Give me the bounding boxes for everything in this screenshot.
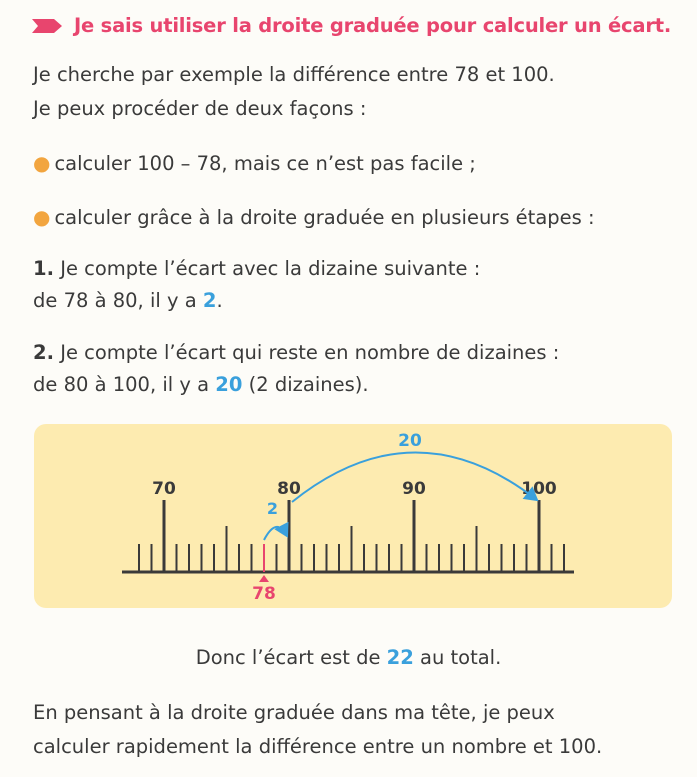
step-1-line-1 [33, 254, 480, 284]
conclusion [0, 646, 697, 669]
conclusion-value: 22 [386, 646, 414, 669]
number-line [34, 424, 672, 608]
intro-line-1: Je cherche par exemple la différence entre 78 et 100. [33, 63, 555, 86]
step-1-line-2 [33, 286, 223, 316]
tick-label: 80 [277, 479, 301, 499]
step-number: 2. [33, 341, 54, 364]
step-text: Je compte l’écart qui reste en nombre de dizaines : [60, 341, 560, 364]
step-text: de 80 à 100, il y a [33, 373, 216, 396]
step-number: 1. [33, 257, 54, 280]
step-text: de 78 à 80, il y a [33, 289, 203, 312]
big-jump-label: 20 [398, 431, 422, 451]
conclusion-text: au total. [413, 646, 502, 669]
bullet-text: calculer grâce à la droite graduée en plusieurs étapes : [54, 206, 595, 229]
tick-label: 70 [152, 479, 176, 499]
bullet-text: calculer 100 – 78, mais ce n’est pas facile ; [54, 152, 476, 175]
step-text: . [216, 289, 223, 312]
number-line-panel [34, 424, 672, 608]
section-title [32, 14, 671, 37]
closing-line-2: calculer rapidement la différence entre un nombre et 100. [33, 735, 603, 758]
bullet-item [33, 202, 595, 233]
step-value: 20 [215, 373, 243, 396]
tick-label: 100 [521, 479, 557, 499]
step-text: (2 dizaines). [242, 373, 369, 396]
title-text: Je sais utiliser la droite graduée pour calculer un écart. [74, 14, 672, 37]
step-2-line-1 [33, 338, 559, 368]
bullet-dot-icon: ● [33, 205, 51, 229]
marker-triangle-icon [259, 575, 269, 582]
small-jump-arrow [264, 527, 287, 540]
tick-label: 90 [402, 479, 426, 499]
conclusion-text: Donc l’écart est de [195, 646, 387, 669]
step-text: Je compte l’écart avec la dizaine suivante : [60, 257, 481, 280]
bullet-dot-icon: ● [33, 151, 51, 175]
closing-line-1: En pensant à la droite graduée dans ma tête, je peux [33, 701, 555, 724]
step-value: 2 [202, 289, 217, 312]
arrow-marker-icon [32, 16, 68, 36]
small-jump-label: 2 [266, 499, 279, 518]
marked-value-label: 78 [252, 584, 276, 604]
step-2-line-2 [33, 370, 369, 400]
intro-line-2: Je peux procéder de deux façons : [33, 97, 367, 120]
bullet-item [33, 148, 476, 179]
